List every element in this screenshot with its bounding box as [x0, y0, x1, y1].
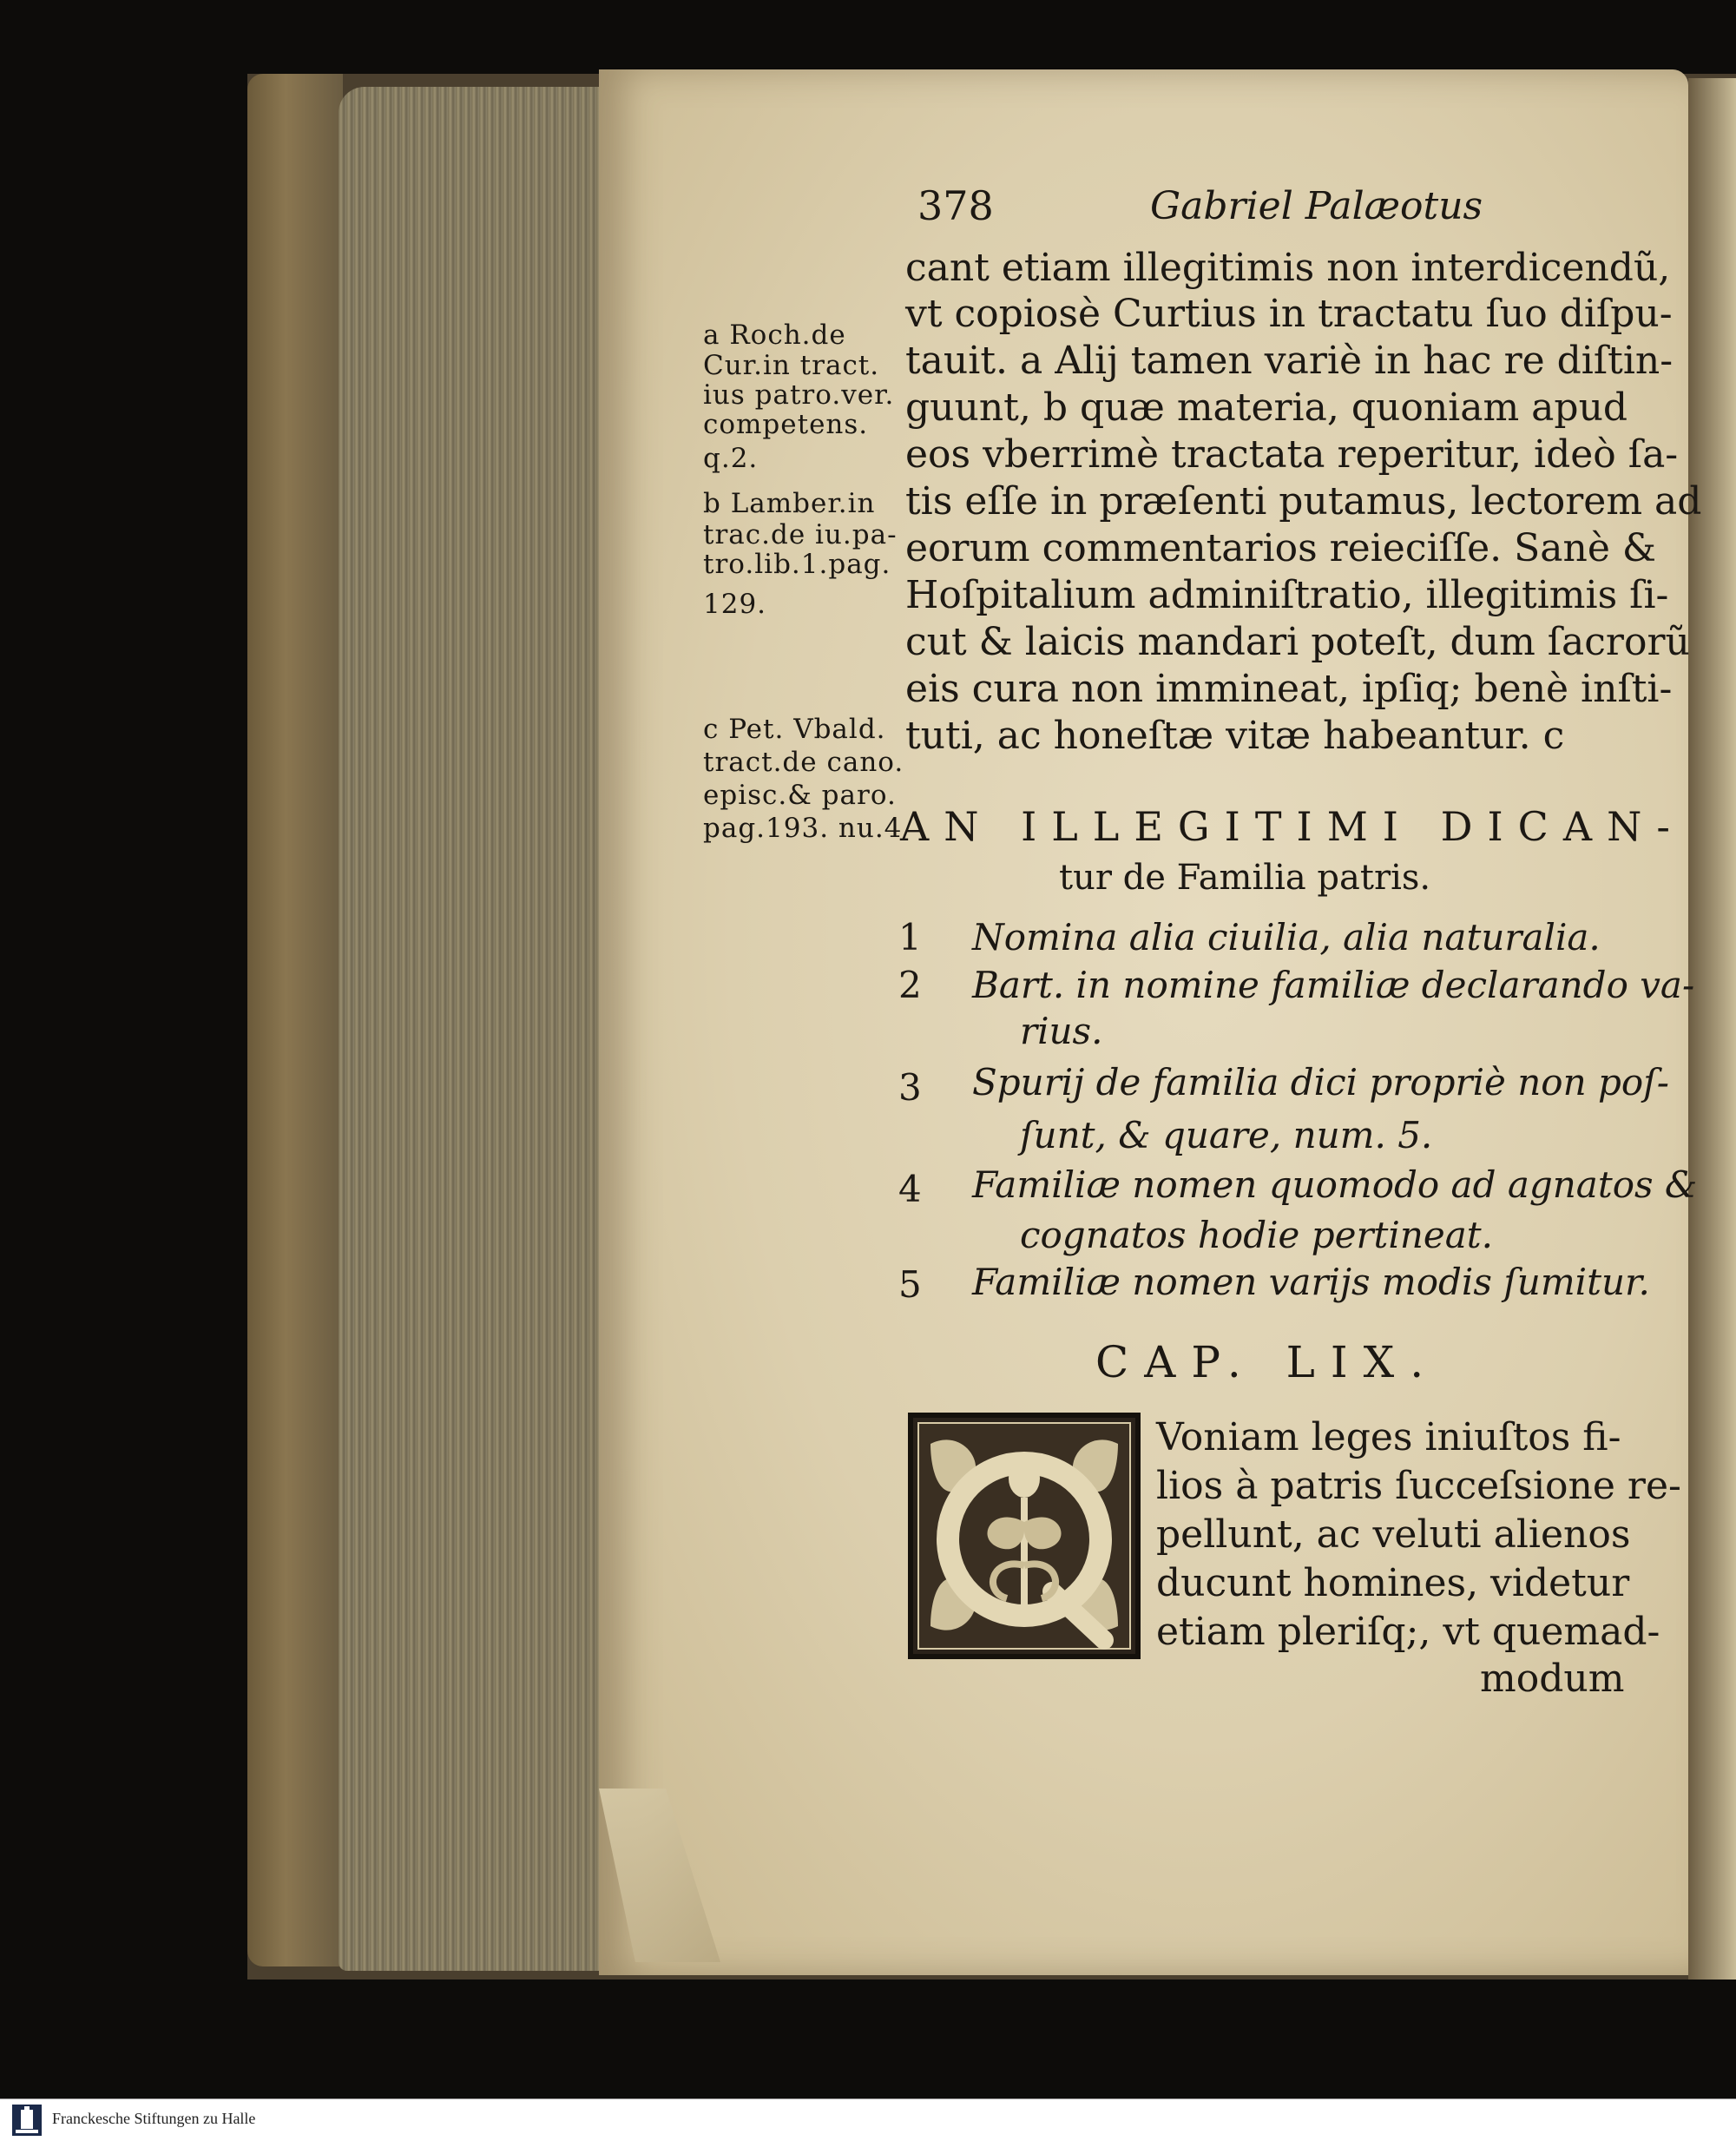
summary-number: 1 [898, 916, 922, 959]
summary-text: Familiæ nomen quomodo ad agnatos & [972, 1163, 1698, 1206]
margin-note: c Pet. Vbald. [703, 714, 886, 745]
institution-name[interactable]: Franckesche Stiftungen zu Halle [52, 2110, 256, 2127]
summary-number: 5 [898, 1263, 922, 1306]
chapter-text-line: lios à patris ſucceſsione re- [1156, 1464, 1681, 1508]
page-number: 378 [917, 182, 994, 229]
margin-note: pag.193. nu.4 [703, 813, 903, 844]
body-line: vt copiosè Curtius in tractatu ſuo diſpu- [905, 292, 1673, 336]
body-line: tauit. a Alij tamen variè in hac re diſtin- [905, 339, 1674, 383]
margin-note: ius patro.ver. [703, 379, 895, 411]
decorated-initial-q-icon [908, 1413, 1141, 1659]
summary-number: 2 [898, 964, 922, 1006]
chapter-text-line: Voniam leges iniuſtos fi- [1156, 1415, 1621, 1459]
chapter-text-line: ducunt homines, videtur [1156, 1561, 1630, 1605]
body-line: tuti, ac honeſtæ vitæ habeantur. c [905, 714, 1565, 758]
margin-note: tract.de cano. [703, 747, 904, 778]
catchword: modum [1480, 1657, 1625, 1701]
margin-note: trac.de iu.pa- [703, 519, 898, 550]
margin-note: 129. [703, 589, 767, 620]
chapter-heading: CAP. LIX. [1095, 1337, 1440, 1387]
margin-note: a Roch.de [703, 320, 846, 351]
summary-text: Familiæ nomen varijs modis ſumitur. [972, 1261, 1650, 1303]
footer-bar [0, 2098, 1736, 2141]
running-title: Gabriel Palæotus [1150, 184, 1483, 228]
body-line: guunt, b quæ materia, quoniam apud [905, 385, 1628, 430]
summary-number: 3 [898, 1066, 922, 1109]
ornament-icon [913, 1418, 1135, 1654]
margin-note: q.2. [703, 443, 759, 474]
body-line: cut & laicis mandari poteſt, dum ſacrorũ [905, 620, 1690, 664]
foundation-logo-icon [12, 2105, 42, 2136]
summary-text: cognatos hodie pertineat. [1020, 1214, 1494, 1256]
body-line: eis cura non immineat, ipſiq; benè inſti- [905, 667, 1673, 711]
summary-text: rius. [1020, 1010, 1103, 1052]
summary-text: Nomina alia ciuilia, alia naturalia. [972, 916, 1601, 959]
body-line: Hoſpitalium adminiſtratio, illegitimis ſi- [905, 573, 1669, 617]
book-cover-edge [247, 74, 343, 1966]
chapter-text-line: etiam pleriſq;, vt quemad- [1156, 1610, 1660, 1654]
margin-note: competens. [703, 409, 869, 440]
margin-note: episc.& paro. [703, 780, 897, 811]
summary-text: Spurij de familia dici propriè non poſ- [972, 1061, 1669, 1103]
section-heading-line2: tur de Familia patris. [1059, 858, 1431, 898]
chapter-text-line: pellunt, ac veluti alienos [1156, 1512, 1631, 1557]
body-line: tis eſſe in præſenti putamus, lectorem ad [905, 479, 1702, 524]
summary-number: 4 [898, 1168, 922, 1210]
summary-text: Bart. in nomine familiæ declarando va- [972, 964, 1695, 1006]
body-line: eorum commentarios reieciſſe. Sanè & [905, 526, 1657, 570]
body-line: eos vberrimè tractata reperitur, ideò ſa- [905, 432, 1679, 477]
page-block-edge [339, 87, 599, 1971]
summary-text: ſunt, & quare, num. 5. [1020, 1114, 1433, 1156]
margin-note: b Lamber.in [703, 488, 876, 519]
section-heading: AN ILLEGITIMI DICAN- [900, 803, 1685, 850]
margin-note: tro.lib.1.pag. [703, 549, 891, 580]
body-line: cant etiam illegitimis non interdicendũ, [905, 246, 1671, 290]
next-page-edge [1688, 78, 1736, 1980]
margin-note: Cur.in tract. [703, 350, 880, 381]
